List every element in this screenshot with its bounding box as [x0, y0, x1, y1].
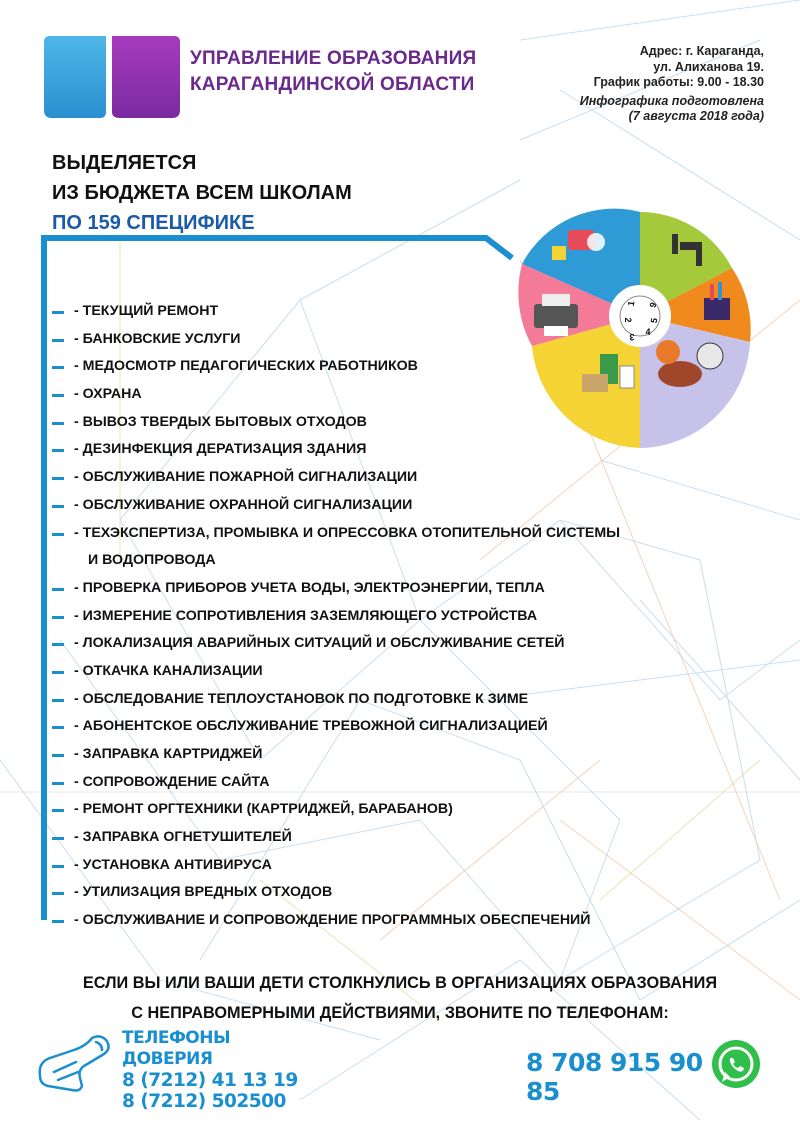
- pie-number-5: 5: [648, 317, 660, 324]
- organization-title-line1: УПРАВЛЕНИЕ ОБРАЗОВАНИЯ: [190, 48, 477, 69]
- whatsapp-icon: [710, 1038, 762, 1090]
- appeal-line2: С НЕПРАВОМЕРНЫМИ ДЕЙСТВИЯМИ, ЗВОНИТЕ ПО ТЕЛЕФОНАМ:: [131, 1004, 669, 1022]
- headline-line1: ВЫДЕЛЯЕТСЯ: [52, 152, 197, 174]
- list-item: - УСТАНОВКА АНТИВИРУСА: [52, 852, 712, 880]
- list-item: - ОБСЛУЖИВАНИЕ ОХРАННОЙ СИГНАЛИЗАЦИИ: [52, 492, 712, 520]
- headline: [52, 148, 472, 238]
- list-item: - ЗАПРАВКА ОГНЕТУШИТЕЛЕЙ: [52, 824, 712, 852]
- list-item: - ИЗМЕРЕНИЕ СОПРОТИВЛЕНИЯ ЗАЗЕМЛЯЮЩЕГО УСТРОЙСТВА: [52, 603, 712, 631]
- pie-number-1: 1: [625, 300, 637, 307]
- list-item: - СОПРОВОЖДЕНИЕ САЙТА: [52, 769, 712, 797]
- trust-phone-1[interactable]: 8 (7212) 41 13 19: [122, 1070, 298, 1091]
- work-schedule: График работы: 9.00 - 18.30: [593, 75, 764, 89]
- list-item: - РЕМОНТ ОРГТЕХНИКИ (КАРТРИДЖЕЙ, БАРАБАНОВ): [52, 796, 712, 824]
- list-item: - ЗАПРАВКА КАРТРИДЖЕЙ: [52, 741, 712, 769]
- trust-phone-2[interactable]: 8 (7212) 502500: [122, 1091, 286, 1112]
- contact-info: [520, 44, 764, 125]
- list-item: - ВЫВОЗ ТВЕРДЫХ БЫТОВЫХ ОТХОДОВ: [52, 409, 712, 437]
- phone-handset-icon: [34, 1032, 120, 1096]
- list-item: - ДЕЗИНФЕКЦИЯ ДЕРАТИЗАЦИЯ ЗДАНИЯ: [52, 436, 712, 464]
- list-item: - ТЕХЭКСПЕРТИЗА, ПРОМЫВКА И ОПРЕССОВКА ОТОПИТЕЛЬНОЙ СИСТЕМЫ И ВОДОПРОВОДА: [52, 520, 712, 575]
- list-item: - УТИЛИЗАЦИЯ ВРЕДНЫХ ОТХОДОВ: [52, 879, 712, 907]
- list-item: - ОБСЛУЖИВАНИЕ ПОЖАРНОЙ СИГНАЛИЗАЦИИ: [52, 464, 712, 492]
- organization-title: [190, 46, 530, 98]
- list-item: - ОБСЛЕДОВАНИЕ ТЕПЛОУСТАНОВОК ПО ПОДГОТОВКЕ К ЗИМЕ: [52, 686, 712, 714]
- list-item: - ТЕКУЩИЙ РЕМОНТ: [52, 298, 712, 326]
- appeal-text: [30, 968, 770, 1028]
- pie-number-6: 6: [647, 300, 659, 310]
- headline-line2: ИЗ БЮДЖЕТА ВСЕМ ШКОЛАМ: [52, 182, 352, 204]
- list-item: - ЛОКАЛИЗАЦИЯ АВАРИЙНЫХ СИТУАЦИЙ И ОБСЛУЖИВАНИЕ СЕТЕЙ: [52, 630, 712, 658]
- list-item: - БАНКОВСКИЕ УСЛУГИ: [52, 326, 712, 354]
- prepared-note-line2: (7 августа 2018 года): [628, 109, 764, 123]
- list-item: - ОБСЛУЖИВАНИЕ И СОПРОВОЖДЕНИЕ ПРОГРАММНЫХ ОБЕСПЕЧЕНИЙ: [52, 907, 712, 935]
- address-line1: Адрес: г. Караганда,: [639, 44, 764, 58]
- hotline-number[interactable]: 8 708 915 90 85: [526, 1048, 703, 1106]
- pie-number-2: 2: [623, 317, 633, 323]
- appeal-line1: ЕСЛИ ВЫ ИЛИ ВАШИ ДЕТИ СТОЛКНУЛИСЬ В ОРГАНИЗАЦИЯХ ОБРАЗОВАНИЯ: [82, 974, 718, 992]
- pie-number-3: 3: [629, 332, 635, 342]
- trust-phones-header: ТЕЛЕФОНЫ ДОВЕРИЯ: [122, 1028, 231, 1069]
- trust-phones: [122, 1028, 322, 1112]
- prepared-note-line1: Инфографика подготовлена: [579, 93, 764, 108]
- logo: [44, 36, 180, 118]
- list-item: - ОХРАНА: [52, 381, 712, 409]
- organization-title-line2: КАРАГАНДИНСКОЙ ОБЛАСТИ: [190, 74, 475, 95]
- address-line2: ул. Алиханова 19.: [653, 59, 764, 74]
- list-item: - ПРОВЕРКА ПРИБОРОВ УЧЕТА ВОДЫ, ЭЛЕКТРОЭНЕРГИИ, ТЕПЛА: [52, 575, 712, 603]
- expense-items-list: [52, 298, 712, 935]
- headline-line3: ПО 159 СПЕЦИФИКЕ: [52, 212, 255, 234]
- list-item: - МЕДОСМОТР ПЕДАГОГИЧЕСКИХ РАБОТНИКОВ: [52, 353, 712, 381]
- list-item: - АБОНЕНТСКОЕ ОБСЛУЖИВАНИЕ ТРЕВОЖНОЙ СИГНАЛИЗАЦИЕЙ: [52, 713, 712, 741]
- pie-number-4: 4: [645, 327, 651, 337]
- list-item: - ОТКАЧКА КАНАЛИЗАЦИИ: [52, 658, 712, 686]
